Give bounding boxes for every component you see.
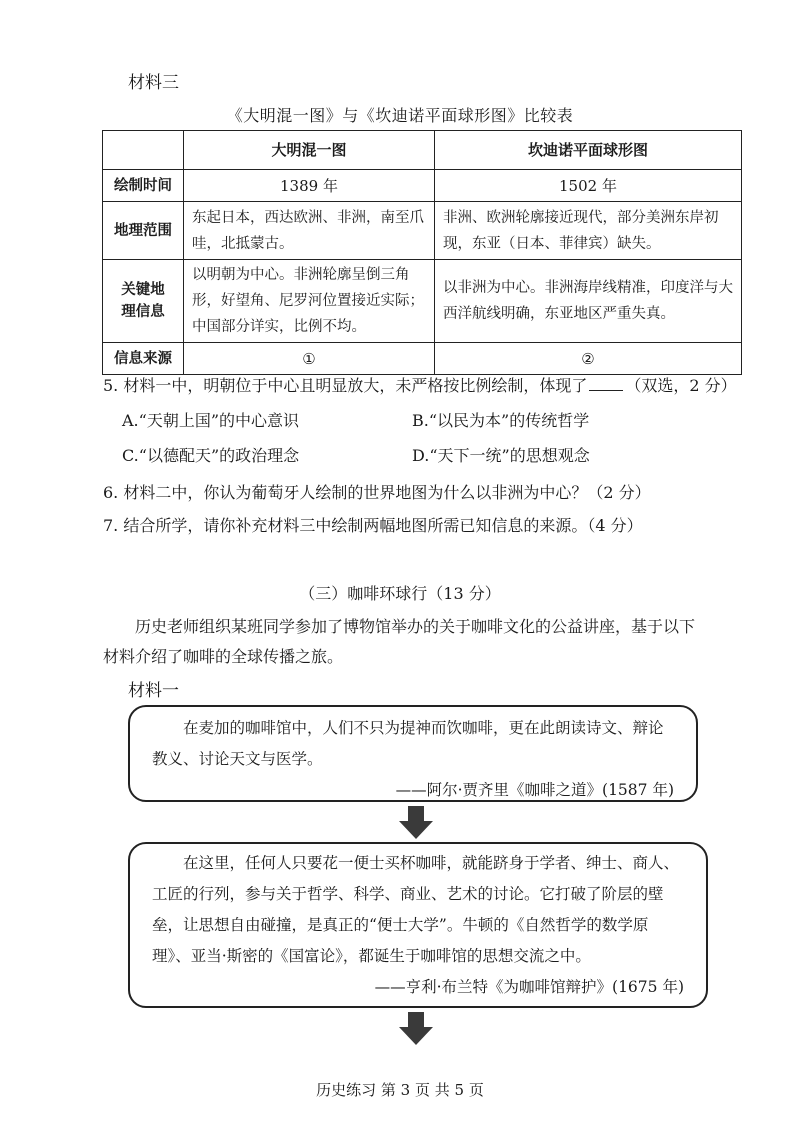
material-3-label: 材料三 (128, 73, 179, 93)
row-head: 绘制时间 (103, 170, 184, 202)
down-arrow-icon (398, 1012, 434, 1046)
quote-2-text: 在这里，任何人只要花一便士买杯咖啡，就能跻身于学者、绅士、商人、工匠的行列，参与关于哲学、科学、商业、艺术的讨论。它打破了阶层的壁垒，让思想自由碰撞，是真正的“便士大学”。牛顿的《自然哲学的数学原理》、亚当·斯密的《国富论》，都诞生于咖啡馆的思想交流之中。 (152, 854, 680, 965)
table-header-row (103, 131, 742, 170)
table-header-daming: 大明混一图 (184, 131, 435, 170)
row-head (103, 260, 184, 343)
row-head: 地理范围 (103, 202, 184, 260)
cell-daming: ① (184, 343, 435, 375)
table-row (103, 170, 742, 202)
question-7: 7. 结合所学，请你补充材料三中绘制两幅地图所需已知信息的来源。（4 分） (103, 516, 643, 535)
cell-cantino: ② (435, 343, 742, 375)
cell-cantino: 1502 年 (435, 170, 742, 202)
question-5-text: 5. 材料一中，明朝位于中心且明显放大，未严格按比例绘制，体现了 (103, 376, 588, 395)
cell-cantino: 非洲、欧洲轮廓接近现代，部分美洲东岸初现，东亚（日本、菲律宾）缺失。 (435, 202, 742, 260)
table-row (103, 202, 742, 260)
table-row (103, 343, 742, 375)
quote-1-source: ——阿尔·贾齐里《咖啡之道》(1587 年) (395, 781, 674, 799)
row-head-text: 关键地理信息 (121, 281, 165, 320)
table-row (103, 260, 742, 343)
question-5-points: （双选，2 分） (625, 376, 737, 395)
table-header-empty (103, 131, 184, 170)
cell-daming: 1389 年 (184, 170, 435, 202)
down-arrow-icon (398, 806, 434, 840)
option-c[interactable]: C.“以德配天”的政治理念 (122, 446, 300, 465)
comparison-table (102, 130, 742, 375)
option-d[interactable]: D.“天下一统”的思想观念 (412, 446, 590, 465)
cell-daming: 以明朝为中心。非洲轮廓呈倒三角形，好望角、尼罗河位置接近实际；中国部分详实，比例不均。 (184, 260, 435, 343)
option-a[interactable]: A.“天朝上国”的中心意识 (122, 411, 300, 430)
quote-1-text: 在麦加的咖啡馆中，人们不只为提神而饮咖啡，更在此朗读诗文、辩论教义、讨论天文与医学。 (152, 719, 664, 768)
table-title: 《大明混一图》与《坎迪诺平面球形图》比较表 (226, 106, 574, 125)
section-intro: 历史老师组织某班同学参加了博物馆举办的关于咖啡文化的公益讲座，基于以下材料介绍了咖啡的全球传播之旅。 (103, 617, 696, 666)
table-header-cantino: 坎迪诺平面球形图 (435, 131, 742, 170)
page-footer: 历史练习 第 3 页 共 5 页 (316, 1081, 484, 1099)
question-5 (103, 373, 737, 396)
section-title: （三）咖啡环球行（13 分） (299, 584, 501, 603)
material-1-label: 材料一 (128, 681, 179, 701)
answer-blank[interactable] (589, 376, 623, 391)
option-b[interactable]: B.“以民为本”的传统哲学 (412, 411, 590, 430)
row-head: 信息来源 (103, 343, 184, 375)
quote-2-source: ——亨利·布兰特《为咖啡馆辩护》(1675 年) (374, 978, 684, 996)
cell-daming: 东起日本，西达欧洲、非洲，南至爪哇，北抵蒙古。 (184, 202, 435, 260)
question-6: 6. 材料二中，你认为葡萄牙人绘制的世界地图为什么以非洲为中心？（2 分） (103, 483, 651, 502)
cell-cantino: 以非洲为中心。非洲海岸线精准，印度洋与大西洋航线明确，东亚地区严重失真。 (435, 260, 742, 343)
quote-box-2 (128, 842, 708, 1008)
quote-box-1 (128, 705, 698, 802)
